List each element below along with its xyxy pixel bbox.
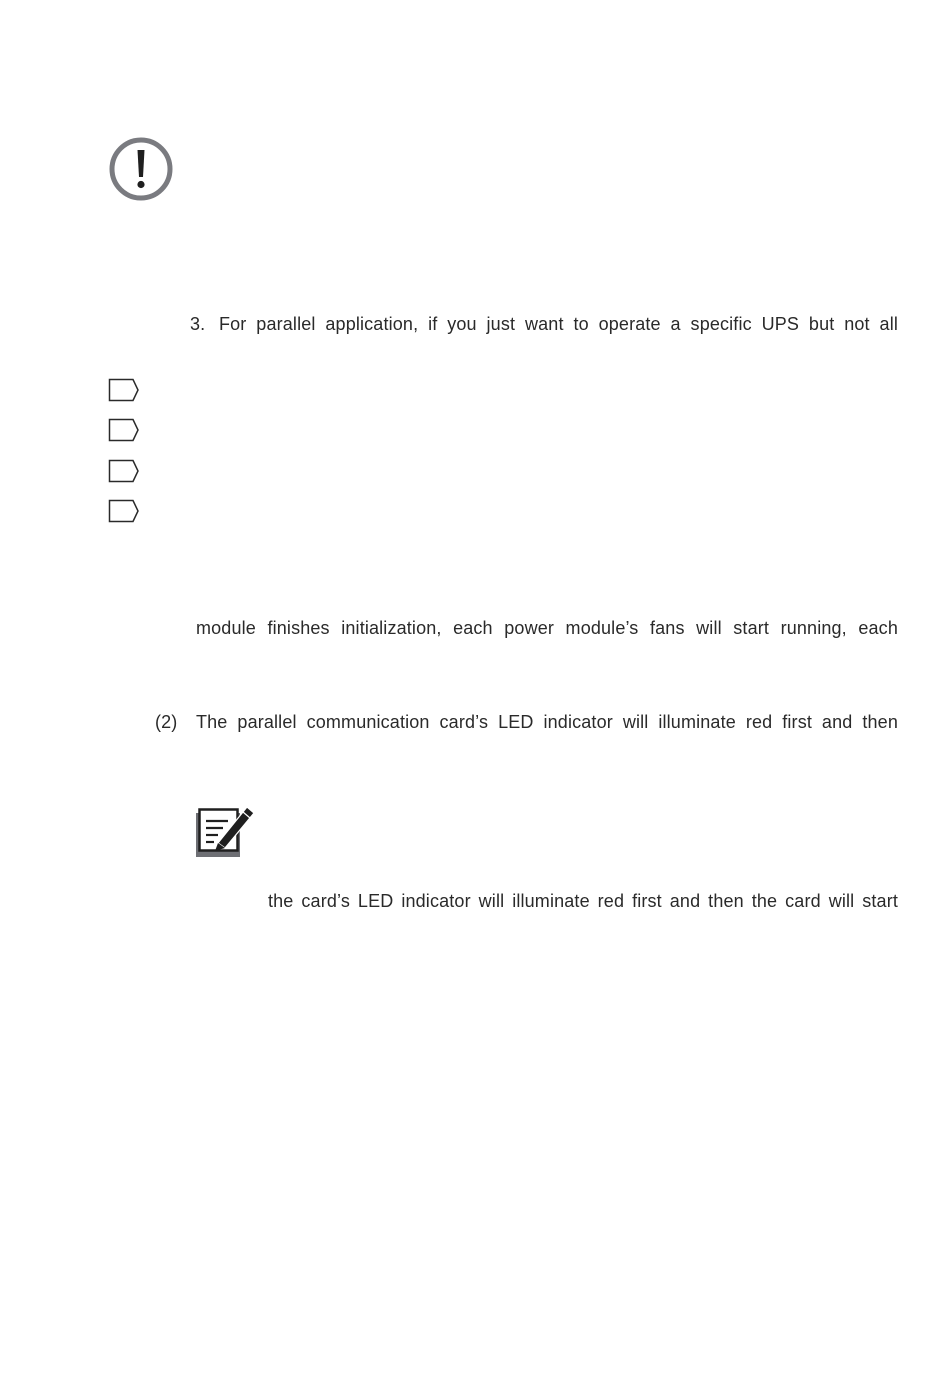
item-2-number: (2)	[155, 712, 178, 732]
tag-icon	[108, 378, 140, 402]
step-3-text: For parallel application, if you just want to operate a specific UPS but not all	[219, 314, 898, 334]
tag-icon	[108, 499, 140, 523]
tag-icon	[108, 459, 140, 483]
tag-icon	[108, 418, 140, 442]
note-pencil-icon	[195, 803, 257, 861]
item-2-text: The parallel communication card’s LED indicator will illuminate red first and then	[196, 712, 898, 732]
note-text: the card’s LED indicator will illuminate red first and then the card will start	[268, 891, 898, 911]
module-init-text: module finishes initialization, each power module’s fans will start running, each	[196, 618, 898, 638]
caution-icon	[108, 136, 174, 202]
step-3-number: 3.	[190, 314, 206, 334]
